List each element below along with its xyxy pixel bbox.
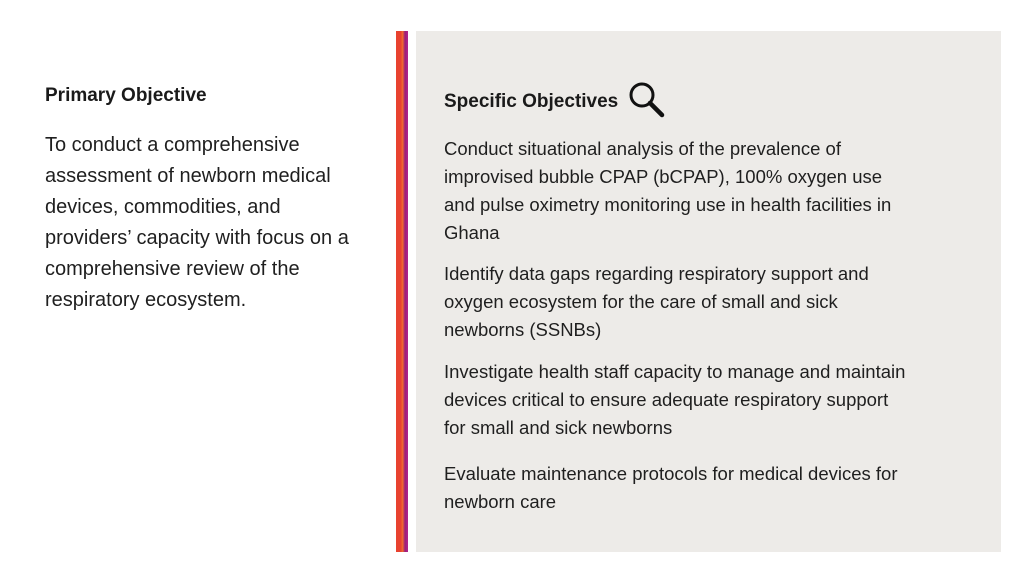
specific-objectives-title: Specific Objectives	[444, 91, 619, 112]
specific-objective-item: Identify data gaps regarding respiratory support and oxygen ecosystem for the care of small and sick newborns (SSNBs)	[444, 263, 869, 340]
specific-objective-item: Evaluate maintenance protocols for medical devices for newborn care	[444, 463, 898, 512]
accent-divider-bar	[396, 31, 408, 552]
magnifying-glass-icon	[626, 79, 668, 121]
specific-objectives-header	[444, 83, 668, 121]
primary-objective-title: Primary Objective	[45, 85, 207, 106]
primary-objective-text: To conduct a comprehensive assessment of newborn medical devices, commodities, and providers’ capacity with focus on a comprehensive review of the respiratory ecosystem.	[45, 134, 349, 311]
specific-objective-item: Conduct situational analysis of the prevalence of improvised bubble CPAP (bCPAP), 100% oxygen use and pulse oximetry monitoring use in health facilities in Ghana	[444, 138, 892, 243]
specific-objective-item: Investigate health staff capacity to manage and maintain devices critical to ensure adequate respiratory support for small and sick newborns	[444, 361, 906, 438]
specific-objectives-panel	[416, 31, 1001, 552]
